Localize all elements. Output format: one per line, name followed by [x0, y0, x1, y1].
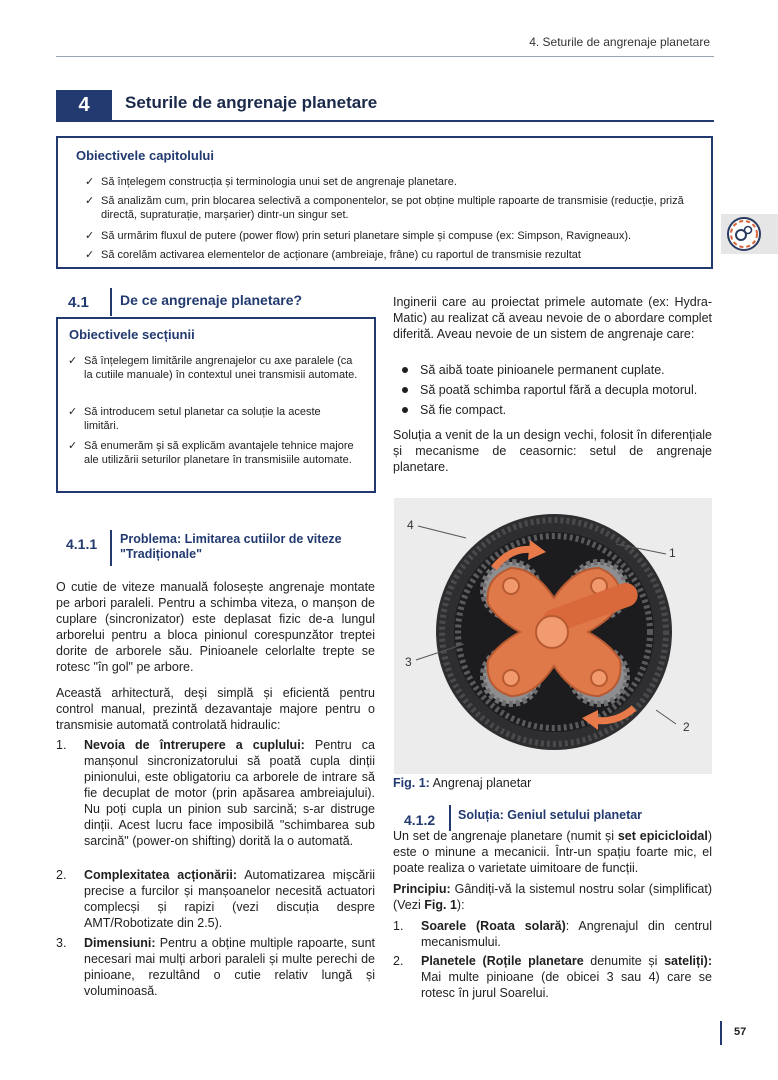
- list-item: 2. Planetele (Roțile planetare denumite și sateliți): Mai multe pinioane (de obicei 3 sau 4) care se rotesc în jurul Soarelui.: [393, 954, 712, 1000]
- paragraph: Această arhitectură, deși simplă și eficientă pentru control manual, prezintă dezavantaje majore pentru o transmisie automată controlată hidraulic:: [56, 686, 375, 732]
- figure-label: 1: [669, 546, 676, 560]
- bullet-item: Să fie compact.: [393, 402, 712, 418]
- chapter-objective-item: ✓ Să corelăm activarea elementelor de acționare (ambreiaje, frâne) cu raportul de transmisie rezultat: [85, 249, 581, 261]
- chapter-number: 4: [56, 90, 112, 121]
- planetary-gear-illustration: [394, 498, 712, 774]
- subsection-title: Soluția: Geniul setului planetar: [458, 808, 643, 822]
- gears-icon: [727, 217, 761, 251]
- section-objective-item: ✓ Să înțelegem limitările angrenajelor cu axe paralele (ca la cutiile manuale) în contextul unei transmisii automate.: [68, 355, 358, 381]
- chapter-objectives-box: [56, 136, 713, 269]
- check-icon: ✓: [85, 176, 95, 188]
- chapter-side-tab[interactable]: [721, 214, 778, 254]
- chapter-objectives-title: Obiectivele capitolului: [76, 148, 214, 163]
- bullet-item: Să aibă toate pinioanele permanent cuplate.: [393, 362, 712, 378]
- figure-label: 2: [683, 720, 690, 734]
- list-item: 1. Nevoia de întrerupere a cuplului: Pentru ca manșonul sincronizatorului să poată cupla dinții pinionului, este obligatoriu ca arborele de intrare să fie decuplat de motor (prin apăsarea ambreiajului). Nu poți cupla un pinion sub sarcină; s-ar distruge dinții. Acest lucru face imposibilă "schimbarea sub sarcină" (power-on shifting) dorită la o automată.: [56, 738, 375, 848]
- bullet-item: Să poată schimba raportul fără a decupla motorul.: [393, 382, 712, 398]
- chapter-objective-item: ✓ Să înțelegem construcția și terminologia unui set de angrenaje planetare.: [85, 176, 457, 188]
- section-objective-item: ✓ Să introducem setul planetar ca soluție la aceste limitări.: [68, 406, 321, 432]
- running-header: 4. Seturile de angrenaje planetare: [529, 35, 710, 49]
- chapter-title: Seturile de angrenaje planetare: [125, 93, 378, 112]
- list-item: 3. Dimensiuni: Pentru a obține multiple rapoarte, sunt necesari mai mulți arbori paraleli și multe perechi de pinioane, rezultând o cutie relativ lungă și voluminoasă.: [56, 936, 375, 998]
- check-icon: ✓: [85, 249, 95, 261]
- section-objective-item: ✓ Să enumerăm și să explicăm avantajele tehnice majore ale utilizării seturilor planetare în transmisiile automate.: [68, 440, 354, 466]
- page-number: 57: [734, 1026, 747, 1038]
- header-rule: [56, 56, 714, 57]
- chapter-rule: [56, 120, 714, 122]
- paragraph: Inginerii care au proiectat primele automate (ex: Hydra-Matic) au realizat că aveau nevoie de o abordare complet diferită. Aveau nevoie de un sistem de angrenaje care:: [393, 295, 712, 341]
- subsection-number: 4.1.1: [66, 536, 98, 552]
- paragraph: Principiu: Gândiți-vă la sistemul nostru solar (simplificat) (Vezi Fig. 1):: [393, 882, 712, 912]
- figure-label: 4: [407, 518, 414, 532]
- check-icon: ✓: [85, 230, 95, 242]
- check-icon: ✓: [68, 406, 78, 418]
- bullet-dot: [402, 367, 408, 373]
- paragraph: O cutie de viteze manuală folosește angrenaje montate pe arbori paraleli. Pentru a schimba viteza, o manșon de cuplare (sincronizator) este deplasat fizic de-a lungul arborelui pentru a bloca pinionul corespunzător treptei dorite de arborele său. Pinioanele celorlalte trepte se rotesc "în gol" pe arbore.: [56, 580, 375, 674]
- figure-label: 3: [405, 655, 412, 669]
- bullet-dot: [402, 387, 408, 393]
- paragraph: Soluția a venit de la un design vechi, folosit în diferențiale și mecanisme de ceasornic: setul de angrenaje planetare.: [393, 428, 712, 474]
- section-objectives-title: Obiectivele secțiunii: [69, 327, 195, 342]
- subsection-number: 4.1.2: [404, 812, 436, 828]
- chapter-objective-item: ✓ Să urmărim fluxul de putere (power flow) prin seturi planetare simple și compuse (ex: Simpson, Ravigneaux).: [85, 230, 632, 242]
- paragraph: Un set de angrenaje planetare (numit și set epicicloidal) este o minune a mecanicii. Într-un spațiu foarte mic, el poate realiza o varietate uimitoare de funcții.: [393, 829, 712, 875]
- check-icon: ✓: [85, 195, 95, 207]
- chapter-objective-item: ✓ Să analizăm cum, prin blocarea selectivă a componentelor, se pot obține multiple rapoarte de transmisie (reducție, priză directă, supraturație, marșarier) dintr-un singur set.: [85, 195, 684, 221]
- list-item: 2. Complexitatea acționării: Automatizarea mișcării precise a furcilor și manșoanelor necesită actuatori complecși și rapizi (vezi discuția despre AMT/Robotizate din 2.5).: [56, 868, 375, 930]
- planetary-gear-figure: [394, 498, 712, 774]
- list-item: 1. Soarele (Roata solară): Angrenajul din centrul mecanismului.: [393, 919, 712, 949]
- check-icon: ✓: [68, 355, 78, 367]
- page-number-bar: [720, 1021, 722, 1045]
- section-title: De ce angrenaje planetare?: [120, 292, 303, 308]
- figure-caption: Fig. 1: Angrenaj planetar: [393, 776, 532, 790]
- subsection-divider: [110, 530, 112, 566]
- section-divider: [110, 288, 112, 316]
- subsection-title: Problema: Limitarea cutiilor de viteze "Tradiționale": [120, 532, 342, 561]
- section-number: 4.1: [68, 294, 89, 311]
- section-objectives-box: [56, 317, 376, 493]
- check-icon: ✓: [68, 440, 78, 452]
- bullet-dot: [402, 407, 408, 413]
